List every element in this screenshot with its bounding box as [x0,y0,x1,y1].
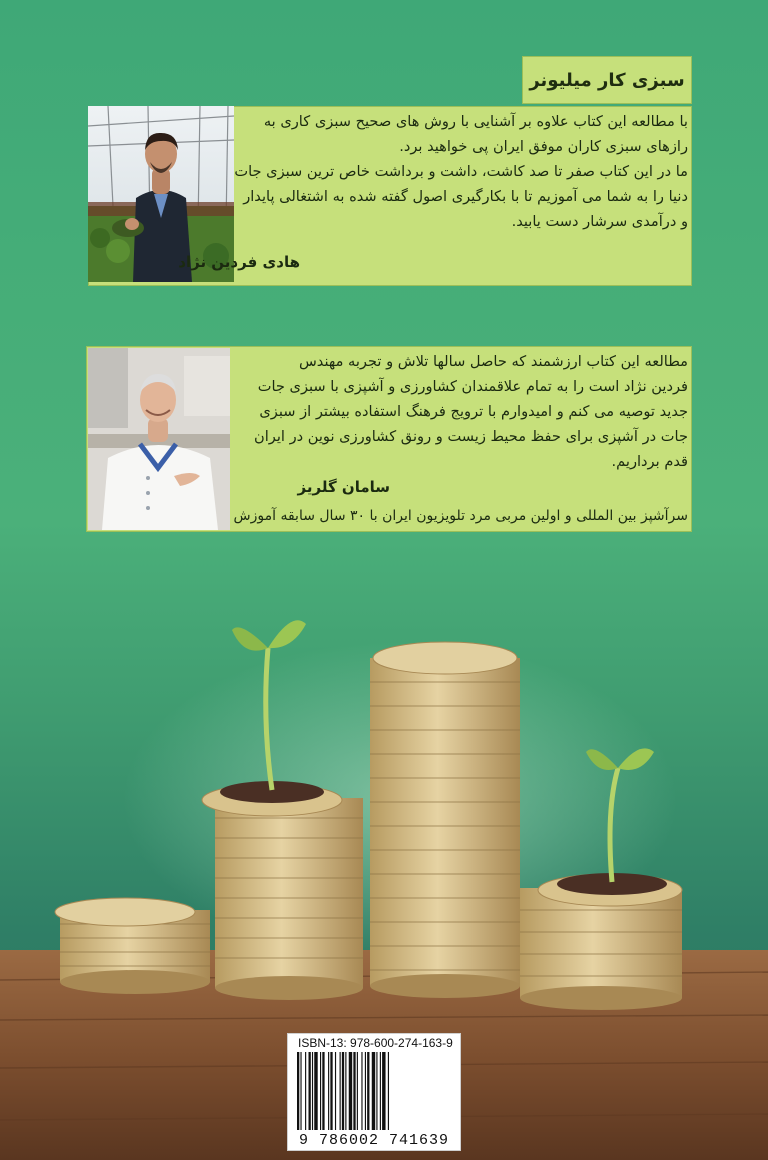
panel1-line-2: رازهای سبزی کاران موفق ایران پی خواهید برد. [399,138,688,155]
isbn-number: 9 786002 741639 [298,1132,450,1149]
sprout-right [586,748,654,882]
barcode-bar [305,1052,306,1130]
barcode-bars [295,1052,455,1132]
panel2-line-3: جدید توصیه می کنم و امیدوارم با ترویج فرهنگ استفاده بیشتر از سبزی [259,403,688,420]
barcode-bar [376,1052,377,1130]
barcode-bar [361,1052,362,1130]
barcode-bar [342,1052,344,1130]
sprout-left [232,620,306,790]
barcode-bar [335,1052,336,1130]
barcode-bar [320,1052,321,1130]
isbn-barcode [287,1033,461,1151]
panel1-line-1: با مطالعه این کتاب علاوه بر آشنایی با روش های صحیح سبزی کاری به [263,113,688,130]
chef-photo [88,348,230,530]
barcode-bar [357,1052,358,1130]
panel2-line-5: قدم برداریم. [611,453,688,470]
panel2-line-1: مطالعه این کتاب ارزشمند که حاصل سالها تلاش و تجربه مهندس [298,353,688,370]
barcode-bar [367,1052,369,1130]
barcode-bar [328,1052,329,1130]
barcode-bar [345,1052,346,1130]
panel2-line-2: فردین نژاد است را به تمام علاقمندان کشاورزی و آشپزی با سبزی جات [257,378,688,395]
barcode-bar [330,1052,332,1130]
book-title: سبزی کار میلیونر [522,56,692,104]
barcode-bar [382,1052,385,1130]
panel1-line-4: دنیا را به شما می آموزیم تا با بکارگیری اصول گفته شده به اشتغالی پایدار [243,188,688,205]
barcode-bar [349,1052,352,1130]
barcode-bar [297,1052,299,1130]
barcode-bar [372,1052,375,1130]
chef-credential: سرآشپز بین المللی و اولین مربی مرد تلویزیون ایران با ۳۰ سال سابقه آموزش [233,508,688,524]
panel1-line-5: و درآمدی سرشار دست یابید. [511,213,688,230]
panel2-line-4: جات در آشپزی برای حفظ محیط زیست و رونق کشاورزی نوین در ایران [254,428,688,445]
barcode-bar [314,1052,317,1130]
barcode-bar [353,1052,355,1130]
barcode-bar [312,1052,313,1130]
barcode-bar [340,1052,341,1130]
chef-name: سامان گلریز [297,478,390,496]
panel1-line-3: ما در این کتاب صفر تا صد کاشت، داشت و برداشت خاص ترین سبزی جات [234,163,688,180]
barcode-bar [322,1052,324,1130]
barcode-bar [388,1052,389,1130]
barcode-bar [300,1052,301,1130]
isbn-label: ISBN-13: 978-600-274-163-9 [298,1036,453,1050]
author-name: هادی فردین نژاد [178,253,300,271]
barcode-bar [365,1052,366,1130]
barcode-bar [380,1052,381,1130]
barcode-bar [309,1052,311,1130]
